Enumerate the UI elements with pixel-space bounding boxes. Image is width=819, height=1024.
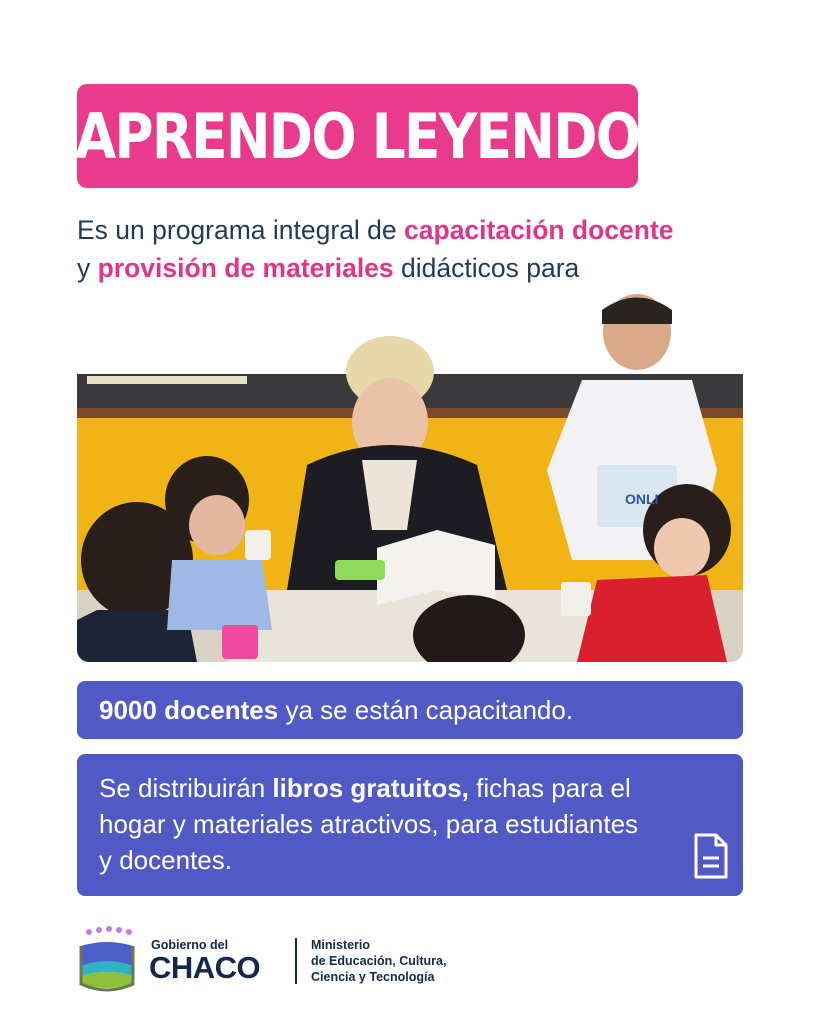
materials-text-1: Se distribuirán bbox=[99, 773, 273, 803]
intro-text-3: didácticos para bbox=[401, 253, 580, 283]
ministerio-line-3: Ciencia y Tecnología bbox=[311, 970, 435, 984]
footer-divider bbox=[295, 938, 297, 984]
materials-highlight: libros gratuitos, bbox=[272, 773, 469, 803]
materials-box bbox=[77, 754, 743, 896]
ministerio-label bbox=[311, 937, 446, 985]
document-icon bbox=[693, 832, 729, 880]
teachers-count: 9000 docentes bbox=[99, 695, 279, 725]
materials-text bbox=[99, 770, 639, 878]
book-cover-text: ONLI bbox=[625, 491, 659, 507]
intro-highlight-1: capacitación docente bbox=[404, 215, 674, 245]
chaco-logo-icon bbox=[77, 926, 137, 994]
page-title: APRENDO LEYENDO bbox=[75, 99, 640, 173]
classroom-photo bbox=[77, 290, 743, 662]
chaco-wordmark: CHACO bbox=[149, 950, 261, 985]
gobierno-label: Gobierno del bbox=[151, 938, 229, 952]
title-banner bbox=[77, 84, 638, 188]
footer-branding bbox=[77, 926, 477, 996]
materials-text-2: fichas para el hogar y materiales atractivos, para estudiantes y docentes. bbox=[99, 773, 639, 875]
intro-text-2: y bbox=[77, 253, 98, 283]
intro-highlight-2: provisión de materiales bbox=[97, 253, 394, 283]
ministerio-line-2: de Educación, Cultura, bbox=[311, 954, 447, 968]
teachers-stat-box bbox=[77, 681, 743, 739]
ministerio-line-1: Ministerio bbox=[311, 938, 371, 952]
teachers-stat-text: ya se están capacitando. bbox=[278, 695, 574, 725]
intro-text-1: Es un programa integral de bbox=[77, 215, 405, 245]
